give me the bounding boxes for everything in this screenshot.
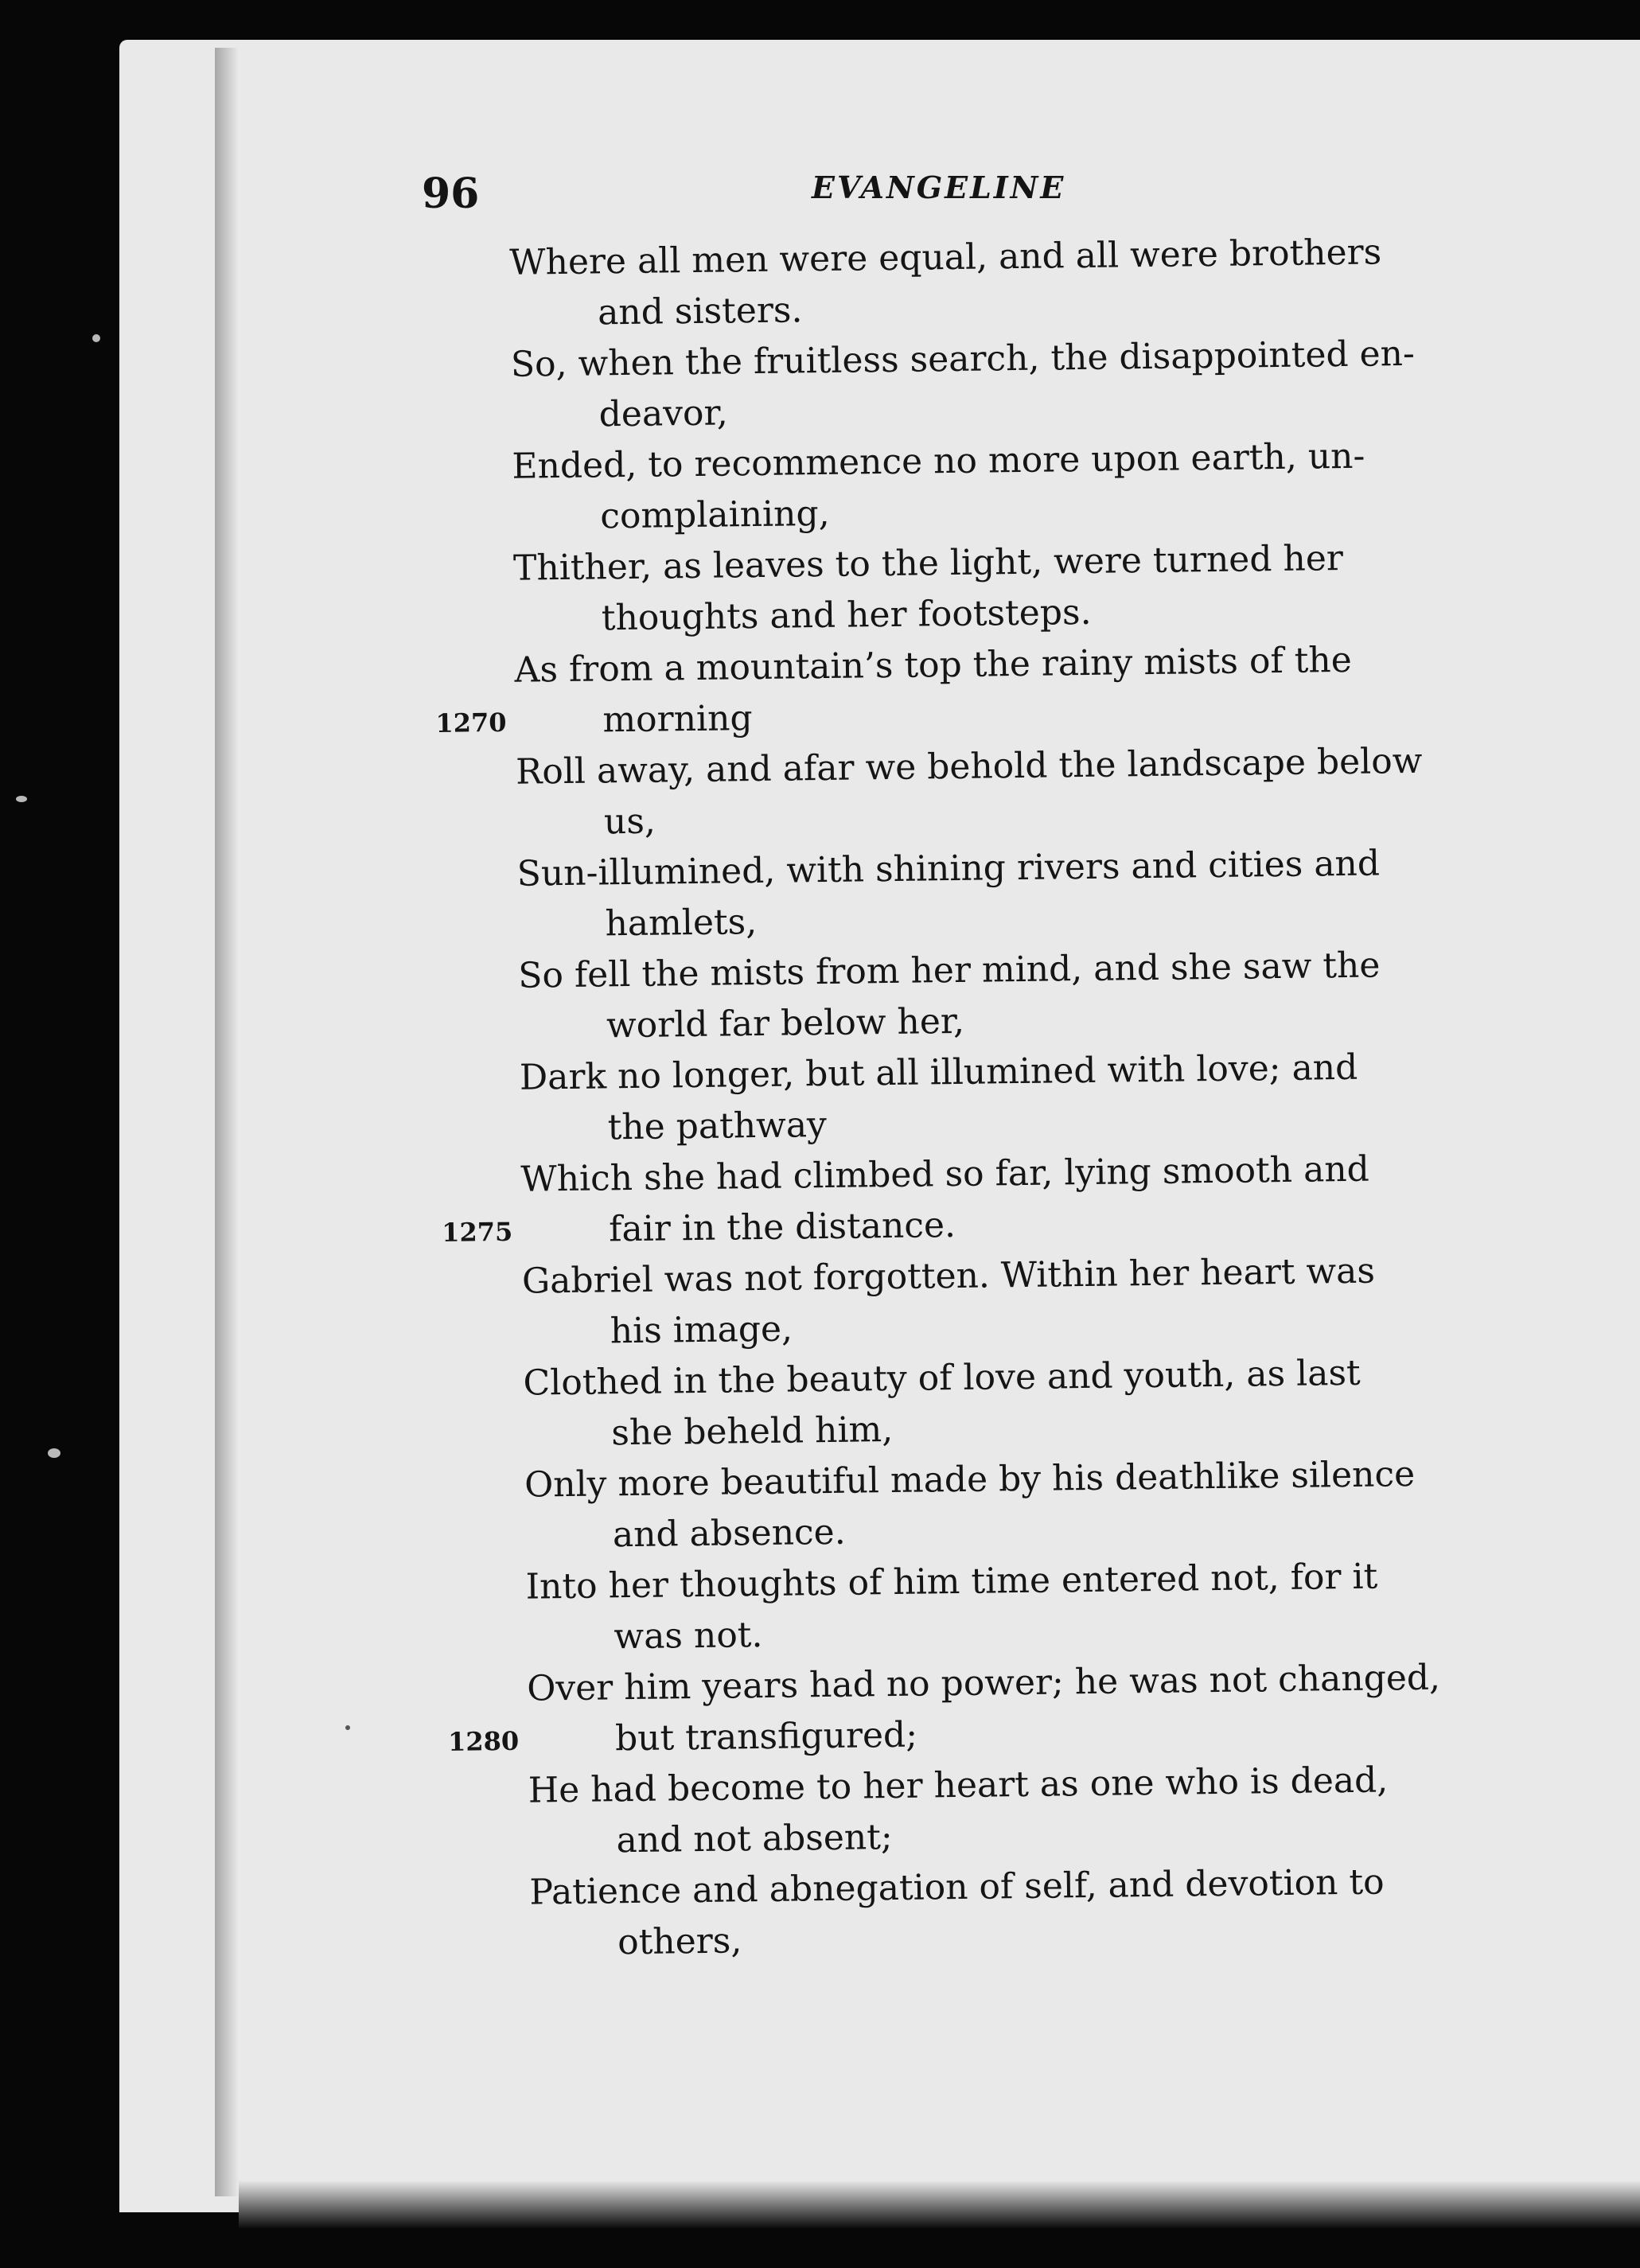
- verse-line: So fell the mists from her mind, and she saw the: [518, 945, 1381, 996]
- verse-continuation: deavor,: [598, 392, 728, 435]
- verse-continuation: his image,: [610, 1308, 793, 1352]
- verse-line: Where all men were equal, and all were brothers: [509, 232, 1382, 283]
- verse-line: As from a mountain’s top the rainy mists of the: [514, 639, 1353, 691]
- verse: [434, 634, 1428, 748]
- verse-line: Patience and abnegation of self, and devotion to: [529, 1861, 1385, 1913]
- verse: [430, 227, 1424, 341]
- verse: [440, 1042, 1434, 1155]
- verse-line: Dark no longer, but all illumined with love; and: [519, 1046, 1358, 1098]
- running-title: EVANGELINE: [812, 170, 1066, 205]
- bottom-shadow: [239, 2180, 1640, 2228]
- verse-line: Ended, to recommence no more upon earth, un-: [512, 435, 1365, 487]
- verse-line: Thither, as leaves to the light, were turned her: [512, 538, 1344, 589]
- page-number: 96: [422, 170, 480, 218]
- verse-continuation: us,: [603, 801, 656, 843]
- verse: [445, 1449, 1439, 1563]
- verse: [442, 1245, 1436, 1359]
- verse-continuation: thoughts and her footsteps.: [601, 591, 1092, 639]
- verse: [443, 1347, 1437, 1461]
- verse-line: Only more beautiful made by his deathlike silence: [524, 1453, 1416, 1506]
- verse-continuation: fair in the distance.: [608, 1205, 956, 1250]
- verse-line: Over him years had no power; he was not changed,: [526, 1657, 1441, 1709]
- verse: [436, 736, 1430, 850]
- verse-continuation: morning: [602, 698, 753, 741]
- verse: [432, 431, 1426, 544]
- verse-continuation: the pathway: [607, 1104, 828, 1148]
- verse: [441, 1144, 1435, 1257]
- line-number: 1280: [447, 1725, 520, 1757]
- verse: [447, 1653, 1441, 1767]
- dust-speck: [48, 1448, 60, 1458]
- verse-continuation: and sisters.: [597, 290, 803, 333]
- verse-line: Roll away, and afar we behold the landscape below: [515, 740, 1423, 793]
- verse-line: Gabriel was not forgotten. Within her heart was: [521, 1250, 1376, 1302]
- verse-continuation: was not.: [614, 1615, 763, 1658]
- verse-continuation: she beheld him,: [611, 1409, 894, 1454]
- gutter-shadow: [215, 48, 239, 2196]
- verse-continuation: and not absent;: [616, 1817, 893, 1861]
- verse-continuation: hamlets,: [605, 902, 758, 945]
- line-number: 1270: [435, 707, 507, 738]
- verse: [434, 532, 1428, 646]
- verse-line: Sun-illumined, with shining rivers and cities and: [516, 843, 1381, 894]
- verse-continuation: but transfigured;: [614, 1714, 918, 1759]
- verse-line: So, when the fruitless search, the disappointed en-: [510, 333, 1416, 385]
- verse: [448, 1755, 1442, 1869]
- verse-continuation: and absence.: [612, 1511, 846, 1556]
- verse: [446, 1551, 1439, 1665]
- verse: [437, 838, 1431, 952]
- verse-line: He had become to her heart as one who is dead,: [528, 1759, 1389, 1811]
- verse-continuation: world far below her,: [606, 1000, 965, 1046]
- verse-line: Clothed in the beauty of love and youth, as last: [523, 1352, 1361, 1404]
- dust-speck: [92, 334, 100, 342]
- verse: [438, 940, 1432, 1054]
- dust-speck: [345, 1725, 350, 1730]
- verse-continuation: complaining,: [599, 493, 830, 537]
- dust-speck: [16, 796, 27, 802]
- verse-line: Into her thoughts of him time entered not, for it: [525, 1556, 1378, 1607]
- verse-line: Which she had climbed so far, lying smooth and: [520, 1148, 1370, 1200]
- verse: [450, 1857, 1443, 1970]
- poem-text: [430, 227, 1443, 1970]
- line-number: 1275: [442, 1216, 513, 1248]
- verse: [431, 329, 1425, 442]
- verse-continuation: others,: [617, 1920, 742, 1963]
